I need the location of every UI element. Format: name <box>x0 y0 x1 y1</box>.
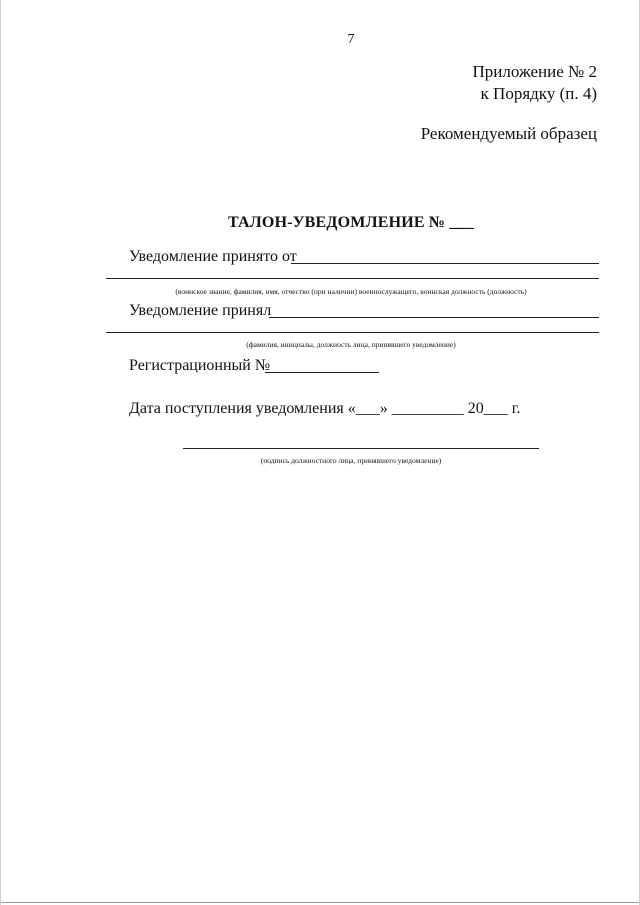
accepted-by-line-2 <box>106 332 599 333</box>
appendix-reference: к Порядку (п. 4) <box>480 84 597 103</box>
signature-caption: (подпись должностного лица, принявшего уведомление) <box>260 456 442 465</box>
received-from-line <box>291 263 599 264</box>
received-from-line-2 <box>106 278 599 279</box>
registration-line <box>265 372 379 373</box>
accepted-by-label: Уведомление принял <box>129 302 272 319</box>
registration-label: Регистрационный № <box>129 357 271 374</box>
sample-note: Рекомендуемый образец <box>420 124 597 143</box>
receipt-date: Дата поступления уведомления «___» _________ 20___ г. <box>129 400 521 417</box>
form-title: ТАЛОН-УВЕДОМЛЕНИЕ № ___ <box>227 214 475 231</box>
received-from-label: Уведомление принято от <box>129 248 297 265</box>
appendix-number: Приложение № 2 <box>472 62 597 81</box>
accepted-by-caption: (фамилия, инициалы, должность лица, принявшего уведомление) <box>246 340 456 349</box>
received-from-caption: (воинское звание, фамилия, имя, отчество (при наличии) военнослужащего, воинская должность (должность) <box>175 287 527 296</box>
signature-line <box>183 448 539 449</box>
accepted-by-line <box>269 317 599 318</box>
page-number: 7 <box>347 32 355 47</box>
page-bottom-edge <box>1 902 639 903</box>
